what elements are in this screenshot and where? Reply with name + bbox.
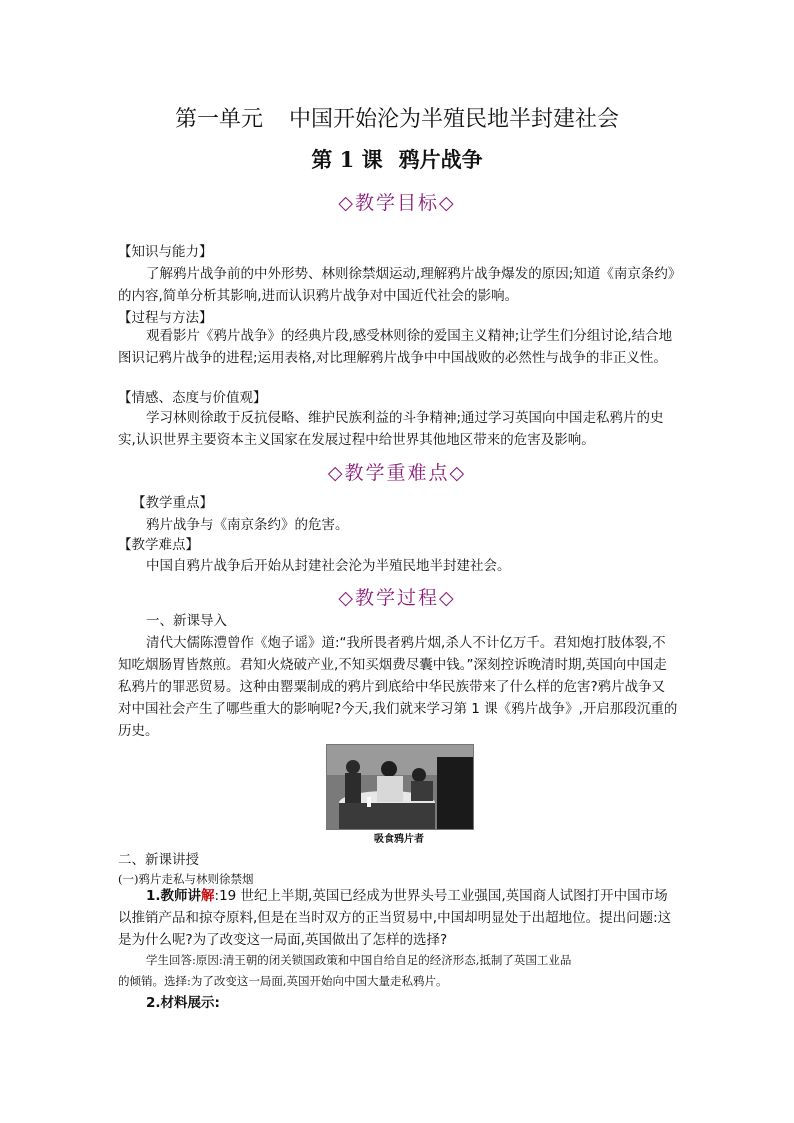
process-method-label: 【过程与方法】 bbox=[118, 310, 213, 326]
intro-text: 清代大儒陈澧曾作《炮子谣》道:“我所畏者鸦片烟,杀人不计亿万千。君知炮打肢体裂,不知吃烟肠胃皆熬煎。君知火烧破产业,不知买烟费尽囊中钱。”深刻控诉晚清时期,英国向中国走私鸦片的罪恶贸易。这种由罂粟制成的鸦片到底给中华民族带来了什么样的危害?鸦片战争又对中国社会产生了哪些重大的影响呢?今天,我们就来学习第 1 课《鸦片战争》,开启那段沉重的历史。 bbox=[118, 635, 678, 739]
lesson-name: 鸦片战争 bbox=[398, 147, 483, 172]
emotion-text: 学习林则徐敢于反抗侵略、维护民族利益的斗争精神;通过学习英国向中国走私鸦片的史实,认识世界主要资本主义国家在发展过程中给世界其他地区带来的危害及影响。 bbox=[118, 410, 664, 448]
material-label: 2.材料展示: bbox=[146, 995, 220, 1011]
goals-heading: ◇教学目标◇ bbox=[338, 192, 456, 214]
opium-smokers-photo bbox=[326, 744, 474, 830]
teacher-text: :19 世纪上半期,英国已经成为世界头号工业强国,英国商人试图打开中国市场以推销产品和掠夺原料,但是在当时双方的正当贸易中,中国却明显处于出超地位。提出问题:这是为什么呢?为了改变这一局面,英国做出了怎样的选择? bbox=[118, 888, 672, 948]
student-answer-line1: 学生回答:原因:清王朝的闭关锁国政策和中国自给自足的经济形态,抵制了英国工业品 bbox=[146, 953, 572, 967]
lecture-label: 二、新课讲授 bbox=[118, 852, 199, 868]
lesson-title bbox=[0, 144, 794, 174]
teacher-highlight: 解 bbox=[201, 888, 215, 904]
focus-label: 【教学重点】 bbox=[132, 495, 213, 511]
process-method-text: 观看影片《鸦片战争》的经典片段,感受林则徐的爱国主义精神;让学生们分组讨论,结合地图识记鸦片战争的进程;运用表格,对比理解鸦片战争中中国战败的必然性与战争的非正义性。 bbox=[118, 328, 673, 366]
teacher-prefix: 1.教师讲 bbox=[146, 888, 202, 904]
difficulty-text: 中国自鸦片战争后开始从封建社会沦为半殖民地半封建社会。 bbox=[146, 558, 511, 574]
knowledge-label: 【知识与能力】 bbox=[118, 244, 213, 260]
photo-illustration bbox=[327, 745, 473, 829]
unit-number: 第一单元 bbox=[174, 107, 263, 132]
subsection-1-label: (一)鸦片走私与林则徐禁烟 bbox=[118, 872, 254, 886]
lesson-number: 第 1 课 bbox=[311, 147, 383, 172]
difficulty-label: 【教学难点】 bbox=[118, 537, 199, 553]
intro-label: 一、新课导入 bbox=[146, 613, 227, 629]
photo-caption: 吸食鸦片者 bbox=[374, 834, 424, 845]
teacher-explanation bbox=[118, 885, 678, 951]
student-answer-line2: 的倾销。选择:为了改变这一局面,英国开始向中国大量走私鸦片。 bbox=[118, 974, 448, 988]
focus-text: 鸦片战争与《南京条约》的危害。 bbox=[146, 517, 349, 533]
keypoints-heading: ◇教学重难点◇ bbox=[327, 462, 467, 484]
emotion-label: 【情感、态度与价值观】 bbox=[118, 390, 267, 406]
knowledge-text: 了解鸦片战争前的中外形势、林则徐禁烟运动,理解鸦片战争爆发的原因;知道《南京条约》的内容,简单分析其影响,进而认识鸦片战争对中国近代社会的影响。 bbox=[118, 266, 675, 304]
unit-title bbox=[0, 102, 794, 133]
process-heading: ◇教学过程◇ bbox=[338, 587, 456, 609]
unit-name: 中国开始沦为半殖民地半封建社会 bbox=[289, 107, 620, 132]
